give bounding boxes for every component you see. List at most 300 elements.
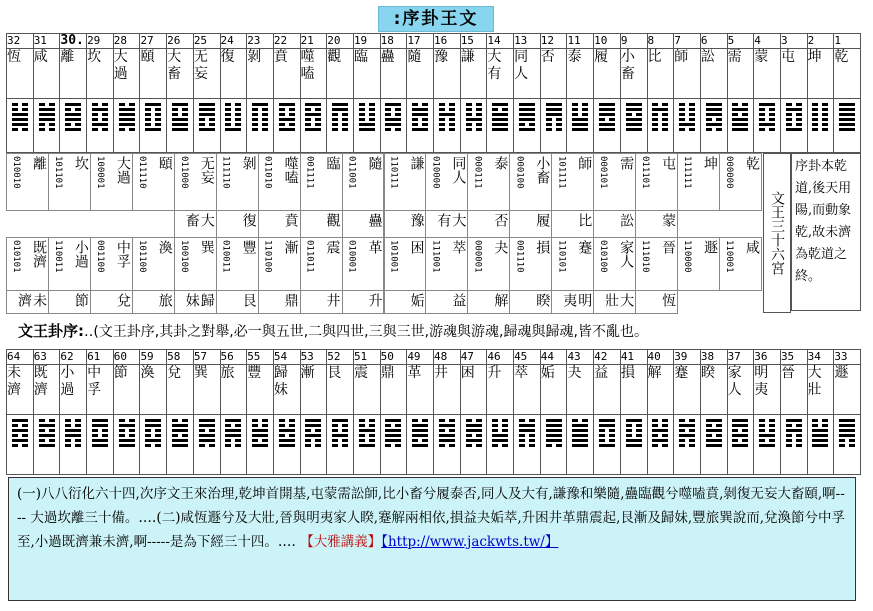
complement-name: [342, 210, 385, 238]
hexagram-icon: [652, 419, 668, 449]
hexagram-icon: [786, 419, 802, 449]
complement-name: [48, 290, 91, 314]
hexagram-name: 剝: [247, 49, 274, 99]
hexagram-name: 困: [460, 365, 487, 415]
hexagram-name: 觀: [327, 49, 354, 99]
hexagram-name: 否: [492, 213, 509, 227]
hexagram-number: 22: [273, 34, 300, 49]
hexagram-number: 1: [834, 34, 861, 49]
complement-name: [635, 210, 678, 238]
hexagram-name: 離: [60, 49, 87, 99]
hexagram-name: 謙: [408, 156, 425, 170]
hexagram-number: 10: [594, 34, 621, 49]
binary-code: 110001: [724, 240, 735, 273]
hexagram-name: 坎: [72, 156, 89, 170]
hexagram-icon: [65, 419, 81, 449]
binary-code: 111110: [220, 156, 231, 189]
mnemonic-text: (一)八八衍化六十四,次序文王來治理,乾坤首開基,屯蒙需訟師,比小畜兮履泰否,同人及大有,謙豫和樂隨,蠱臨觀兮噬嗑賁,剝復无妄大畜頤,啊---- 大過坎離三十備。‥‥(二)咸恆遯兮及大壯,晉與明夷家人睽,蹇解兩相依,損益夬姤萃,升困井革鼎震起,艮漸及歸妹,豐旅巽說而,兌渙節兮中孚至,小過既濟兼未濟,啊-----是為下經三十四。‥‥: [17, 486, 845, 550]
binary-code: 011110: [136, 156, 147, 189]
hexagram-name: 頤: [156, 156, 173, 170]
complement-cell: [174, 153, 217, 211]
hexagram-name: 蒙: [660, 213, 677, 227]
complement-cell: [48, 237, 91, 291]
hexagram-name: 震: [324, 240, 341, 254]
hexagram-name: 渙: [156, 240, 173, 254]
hexagram-number: 43: [567, 350, 594, 365]
hexagram-name: 既 濟: [33, 365, 60, 415]
hexagram-name: 中孚: [114, 240, 131, 268]
hexagram-name: 大 有: [487, 49, 514, 99]
binary-code: 010010: [11, 156, 21, 189]
hexagram-icon: [252, 103, 268, 133]
binary-code: 010101: [11, 240, 21, 273]
hexagram-icon: [412, 103, 428, 133]
hexagram-name: 大畜: [183, 213, 215, 227]
hexagram-name: 大有: [435, 213, 467, 227]
complement-cell: [551, 237, 594, 291]
hexagram-name: 恆: [7, 49, 34, 99]
complement-name: [509, 210, 552, 238]
hexagram-icon: [759, 419, 775, 449]
complement-name: [593, 210, 636, 238]
binary-code: 011101: [640, 156, 651, 189]
hexagram-name: 豐: [240, 240, 257, 254]
hexagram-name: 同 人: [514, 49, 541, 99]
hexagram-name: 解: [492, 293, 509, 307]
hexagram-icon: [812, 419, 828, 449]
hexagram-icon: [812, 103, 828, 133]
hexagram-icon: [626, 103, 642, 133]
binary-code: 010011: [220, 240, 231, 273]
hexagram-name: 復: [220, 49, 247, 99]
hexagram-name: 剝: [240, 156, 257, 170]
source-link[interactable]: 【http://www.jackwts.tw/】: [381, 534, 559, 550]
binary-code: 100100: [178, 240, 189, 273]
hexagram-number: 4: [754, 34, 781, 49]
hexagram-name: 萃: [450, 240, 467, 254]
complement-cell: [677, 237, 720, 291]
binary-code: 010001: [346, 240, 357, 273]
complement-cell: [216, 153, 259, 211]
hexagram-number: 20: [327, 34, 354, 49]
complement-cell: [48, 153, 91, 211]
hexagram-name: 大壯: [603, 293, 635, 307]
hexagram-icon: [65, 103, 81, 133]
hexagram-name: 艮: [327, 365, 354, 415]
hexagram-name: 謙: [460, 49, 487, 99]
hexagram-name: 比: [576, 213, 593, 227]
hexagram-name: 震: [353, 365, 380, 415]
hexagram-icon: [332, 103, 348, 133]
hexagram-name: 大過: [114, 156, 131, 184]
hexagram-name: 井: [434, 365, 461, 415]
hexagram-name: 艮: [240, 293, 257, 307]
complement-cell: [509, 237, 552, 291]
complement-name: [467, 290, 510, 314]
hexagram-number: 2: [807, 34, 834, 49]
hexagram-name: 睽: [700, 365, 727, 415]
hexagram-icon: [786, 103, 802, 133]
hexagram-icon: [599, 103, 615, 133]
hexagram-number: 15: [460, 34, 487, 49]
hexagram-number: 35: [780, 350, 807, 365]
binary-code: 110111: [388, 156, 399, 189]
hexagram-number: 7: [674, 34, 701, 49]
hexagram-icon: [225, 103, 241, 133]
complement-cell: [467, 153, 510, 211]
mnemonic-note: [8, 477, 856, 601]
complement-cell: [258, 237, 301, 291]
hexagram-number: 9: [620, 34, 647, 49]
wenwang-36-palaces: 文王三十六宮: [763, 153, 791, 313]
complement-name: [216, 210, 259, 238]
hexagram-icon: [92, 419, 108, 449]
hexagram-number: 56: [220, 350, 247, 365]
hexagram-name: 明夷: [561, 293, 593, 307]
hexagram-name: 損: [534, 240, 551, 254]
complement-cell: [6, 153, 49, 211]
hexagram-icon: [92, 103, 108, 133]
hexagram-icon: [359, 103, 375, 133]
hexagram-icon: [385, 419, 401, 449]
complement-cell: [132, 153, 175, 211]
hexagram-number: 61: [87, 350, 114, 365]
sequence-text: ‥(文王卦序,其卦之對舉,必一與五世,二與四世,三與三世,游魂與游魂,歸魂與歸魂,皆不亂也。: [84, 324, 648, 340]
binary-code: 101111: [556, 156, 567, 189]
hexagram-number: 40: [647, 350, 674, 365]
complement-cell: [635, 237, 678, 291]
hexagram-name: 家人: [618, 240, 635, 268]
hexagram-icon: [652, 103, 668, 133]
hexagram-name: 泰: [492, 156, 509, 170]
hexagram-name: 未 濟: [7, 365, 34, 415]
complement-cell: [300, 153, 343, 211]
hexagram-name: 旅: [156, 293, 173, 307]
hexagram-number: 30.: [60, 34, 87, 49]
complement-cell: [90, 237, 133, 291]
complement-name: [593, 290, 636, 314]
hexagram-number: 64: [7, 350, 34, 365]
hexagram-name: 睽: [534, 293, 551, 307]
binary-code: 001100: [94, 240, 105, 273]
binary-code: 001111: [304, 156, 315, 189]
hexagram-number: 13: [514, 34, 541, 49]
hexagram-number: 12: [540, 34, 567, 49]
hexagram-name: 明 夷: [754, 365, 781, 415]
hexagram-number: 38: [700, 350, 727, 365]
binary-code: 101100: [136, 240, 147, 273]
hexagram-name: 既濟: [30, 240, 47, 268]
hexagram-name: 臨: [324, 156, 341, 170]
hexagram-number: 42: [594, 350, 621, 365]
hexagram-name: 晉: [780, 365, 807, 415]
hexagram-name: 復: [240, 213, 257, 227]
hexagram-name: 隨: [407, 49, 434, 99]
hexagram-name: 兌: [114, 293, 131, 307]
hexagram-name: 未濟: [15, 293, 47, 307]
hexagram-number: 5: [727, 34, 754, 49]
hexagram-icon: [679, 419, 695, 449]
hexagram-name: 益: [450, 293, 467, 307]
hexagram-icon: [172, 419, 188, 449]
hexagram-icon: [12, 103, 28, 133]
hexagram-number: 59: [140, 350, 167, 365]
complement-name: [551, 210, 594, 238]
complement-name: [384, 290, 427, 314]
complement-cell: [467, 237, 510, 291]
hexagram-number: 3: [780, 34, 807, 49]
hexagram-icon: [732, 419, 748, 449]
complement-cell: [677, 153, 720, 211]
complement-cell: [258, 153, 301, 211]
hexagram-icon: [199, 103, 215, 133]
hexagram-icon: [492, 103, 508, 133]
hexagram-name: 蹇: [576, 240, 593, 254]
hexagram-name: 夬: [567, 365, 594, 415]
binary-code: 000100: [514, 156, 525, 189]
binary-code: 010100: [598, 240, 609, 273]
hexagram-name: 小 過: [60, 365, 87, 415]
binary-code: 111010: [640, 240, 651, 273]
hexagram-number: 46: [487, 350, 514, 365]
hexagram-icon: [706, 103, 722, 133]
hexagram-name: 隨: [366, 156, 383, 170]
hexagram-name: 大 過: [113, 49, 140, 99]
hexagram-name: 賁: [273, 49, 300, 99]
binary-code: 110000: [682, 240, 693, 273]
hexagram-icon: [839, 419, 855, 449]
page-title: :序卦王文: [378, 6, 494, 32]
complement-name: [90, 290, 133, 314]
complement-name: [258, 210, 301, 238]
hexagram-number: 63: [33, 350, 60, 365]
hexagram-number: 45: [514, 350, 541, 365]
hexagram-number: 24: [220, 34, 247, 49]
hexagram-number: 39: [674, 350, 701, 365]
hexagram-icon: [39, 103, 55, 133]
hexagram-icon: [626, 419, 642, 449]
hexagram-name: 師: [576, 156, 593, 170]
binary-code: 101101: [52, 156, 63, 189]
hexagram-number: 14: [487, 34, 514, 49]
hexagram-icon: [172, 103, 188, 133]
binary-code: 000111: [472, 156, 483, 189]
hexagram-name: 節: [72, 293, 89, 307]
hexagram-icon: [599, 419, 615, 449]
hexagram-icon: [519, 419, 535, 449]
binary-code: 011010: [262, 156, 273, 189]
hexagram-icon: [732, 103, 748, 133]
hexagram-name: 小 畜: [620, 49, 647, 99]
hexagram-name: 升: [366, 293, 383, 307]
complement-name: [174, 210, 217, 238]
hexagram-number: 32: [7, 34, 34, 49]
hexagram-icon: [119, 103, 135, 133]
hexagram-name: 井: [324, 293, 341, 307]
complement-name: [425, 290, 468, 314]
hexagram-name: 節: [113, 365, 140, 415]
hexagram-icon: [12, 419, 28, 449]
lower-canon-table: [6, 349, 861, 475]
hexagram-number: 29: [87, 34, 114, 49]
complement-name: [384, 210, 427, 238]
hexagram-name: 渙: [140, 365, 167, 415]
hexagram-icon: [199, 419, 215, 449]
hexagram-name: 坤: [702, 156, 719, 170]
hexagram-name: 需: [727, 49, 754, 99]
hexagram-icon: [492, 419, 508, 449]
hexagram-number: 6: [700, 34, 727, 49]
hexagram-icon: [332, 419, 348, 449]
complement-cell: [635, 153, 678, 211]
hexagram-name: 大 畜: [167, 49, 194, 99]
hexagram-name: 咸: [743, 240, 760, 254]
hexagram-name: 遯: [702, 240, 719, 254]
complement-cell: [593, 153, 636, 211]
binary-code: 000001: [472, 240, 483, 273]
hexagram-name: 漸: [300, 365, 327, 415]
hexagram-number: 21: [300, 34, 327, 49]
hexagram-name: 乾: [743, 156, 760, 170]
hexagram-number: 53: [300, 350, 327, 365]
hexagram-name: 益: [594, 365, 621, 415]
complement-name: [635, 290, 678, 314]
complement-cell: [216, 237, 259, 291]
hexagram-icon: [252, 419, 268, 449]
hexagram-icon: [546, 103, 562, 133]
hexagram-name: 損: [620, 365, 647, 415]
hexagram-number: 23: [247, 34, 274, 49]
complement-name: [551, 290, 594, 314]
hexagram-number: 33: [834, 350, 861, 365]
hexagram-icon: [519, 103, 535, 133]
hexagram-name: 漸: [282, 240, 299, 254]
hexagram-number: 49: [407, 350, 434, 365]
hexagram-icon: [679, 103, 695, 133]
hexagram-icon: [145, 419, 161, 449]
hexagram-number: 25: [193, 34, 220, 49]
hexagram-name: 困: [408, 240, 425, 254]
hexagram-name: 家 人: [727, 365, 754, 415]
hexagram-number: 31: [33, 34, 60, 49]
complement-name: [132, 290, 175, 314]
complement-name: [300, 290, 343, 314]
hexagram-number: 11: [567, 34, 594, 49]
hexagram-name: 咸: [33, 49, 60, 99]
hexagram-icon: [279, 419, 295, 449]
complement-name: [342, 290, 385, 314]
binary-code: 000101: [598, 156, 609, 189]
complement-name: [6, 290, 49, 314]
binary-code: 011001: [346, 156, 357, 189]
hexagram-icon: [466, 419, 482, 449]
hexagram-icon: [359, 419, 375, 449]
hexagram-icon: [39, 419, 55, 449]
complement-cell: [509, 153, 552, 211]
complement-name: [258, 290, 301, 314]
binary-code: 110011: [52, 240, 63, 273]
source-label: 【大雅講義】: [300, 534, 382, 550]
hexagram-name: 師: [674, 49, 701, 99]
hexagram-name: 屯: [780, 49, 807, 99]
hexagram-name: 鼎: [282, 293, 299, 307]
hexagram-icon: [546, 419, 562, 449]
hexagram-name: 蹇: [674, 365, 701, 415]
hexagram-icon: [466, 103, 482, 133]
binary-code: 010000: [430, 156, 441, 189]
hexagram-name: 升: [487, 365, 514, 415]
hexagram-number: 27: [140, 34, 167, 49]
hexagram-icon: [305, 103, 321, 133]
sequence-label: 文王卦序:: [18, 322, 84, 340]
hexagram-name: 中 孚: [87, 365, 114, 415]
hexagram-number: 54: [273, 350, 300, 365]
hexagram-name: 鼎: [380, 365, 407, 415]
hexagram-number: 19: [353, 34, 380, 49]
hexagram-icon: [439, 419, 455, 449]
hexagram-name: 晉: [660, 240, 677, 254]
complement-cell: [342, 237, 385, 291]
complement-cell: [132, 237, 175, 291]
hexagram-name: 泰: [567, 49, 594, 99]
hexagram-number: 60: [113, 350, 140, 365]
hexagram-name: 巽: [198, 240, 215, 254]
complement-name: [300, 210, 343, 238]
complement-cell: [593, 237, 636, 291]
hexagram-number: 44: [540, 350, 567, 365]
hexagram-number: 41: [620, 350, 647, 365]
hexagram-name: 坎: [87, 49, 114, 99]
hexagram-name: 屯: [660, 156, 677, 170]
hexagram-number: 55: [247, 350, 274, 365]
hexagram-name: 否: [540, 49, 567, 99]
complement-cell: [719, 153, 762, 211]
hexagram-name: 觀: [324, 213, 341, 227]
hexagram-number: 34: [807, 350, 834, 365]
hexagram-name: 豫: [408, 213, 425, 227]
hexagram-name: 姤: [540, 365, 567, 415]
hexagram-icon: [839, 103, 855, 133]
hexagram-name: 履: [594, 49, 621, 99]
hexagram-name: 訟: [618, 213, 635, 227]
complement-cell: [719, 237, 762, 291]
hexagram-name: 歸妹: [183, 293, 215, 307]
hexagram-name: 蒙: [754, 49, 781, 99]
hexagram-name: 无妄: [198, 156, 215, 184]
hexagram-number: 50: [380, 350, 407, 365]
hexagram-icon: [145, 103, 161, 133]
hexagram-name: 頤: [140, 49, 167, 99]
hexagram-name: 比: [647, 49, 674, 99]
hexagram-name: 小畜: [534, 156, 551, 184]
hexagram-name: 革: [407, 365, 434, 415]
hexagram-name: 旅: [220, 365, 247, 415]
hexagram-number: 58: [167, 350, 194, 365]
hexagram-number: 51: [353, 350, 380, 365]
hexagram-name: 同人: [450, 156, 467, 184]
complement-cell: [425, 153, 468, 211]
complement-cell: [90, 153, 133, 211]
hexagram-icon: [225, 419, 241, 449]
binary-code: 011011: [304, 240, 315, 273]
complement-name: [216, 290, 259, 314]
complement-cell: [300, 237, 343, 291]
hexagram-name: 需: [618, 156, 635, 170]
hexagram-number: 62: [60, 350, 87, 365]
side-note: 序卦本乾道,後天用陽,而動象乾,故未濟為乾道之終。: [791, 153, 861, 311]
hexagram-number: 48: [434, 350, 461, 365]
hexagram-name: 兌: [167, 365, 194, 415]
